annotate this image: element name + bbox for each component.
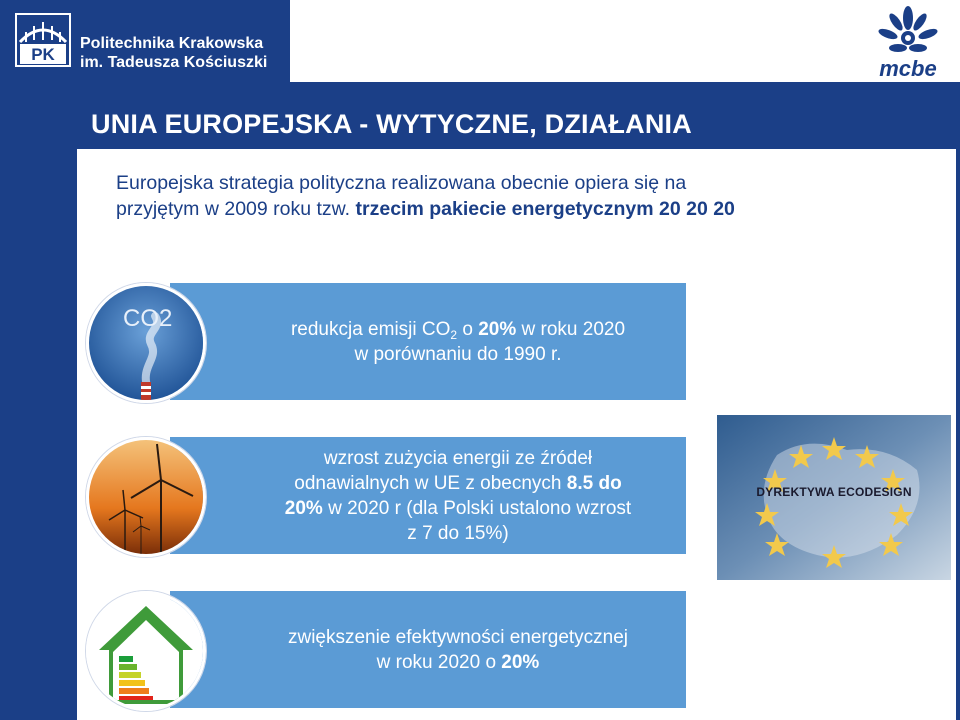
mcbe-logo-text: mcbe — [879, 56, 937, 81]
info-box-efficiency — [170, 591, 686, 708]
university-name-line2: im. Tadeusza Kościuszki — [80, 54, 268, 71]
wind-turbines-icon — [86, 437, 206, 557]
renewables-text-b: w 2020 r (dla Polski ustalono wzrost — [322, 497, 632, 519]
info-box-efficiency-line2 — [240, 650, 676, 675]
co2-text-a: redukcja emisji CO — [290, 318, 451, 340]
co2-text-b: o — [457, 318, 479, 340]
intro-line-2-prefix: przyjętym w 2009 roku tzw. — [116, 198, 356, 220]
info-box-co2-text — [230, 317, 686, 367]
co2-chimney-icon — [86, 283, 206, 403]
info-box-efficiency-line1: zwiększenie efektywności energetycznej — [287, 626, 629, 648]
info-box-co2 — [170, 283, 686, 400]
intro-line-1: Europejska strategia polityczna realizowana obecnie opiera się na — [116, 172, 687, 194]
renewables-text-a: odnawialnych w UE z obecnych — [294, 472, 567, 494]
right-frame-stripe — [956, 82, 960, 720]
energy-label-house-icon — [86, 591, 206, 711]
renewables-bold-b: 20% — [284, 497, 323, 519]
mcbe-logo — [868, 4, 948, 80]
left-frame-stripe — [0, 82, 77, 720]
pk-logo — [0, 0, 290, 82]
university-name-line1: Politechnika Krakowska — [80, 35, 264, 52]
info-box-renewables-line1: wzrost zużycia energii ze źródeł — [323, 447, 593, 469]
info-box-renewables-line3 — [240, 496, 676, 521]
info-box-renewables — [170, 437, 686, 554]
renewables-bold-a: 8.5 do — [566, 472, 622, 494]
co2-percent: 20% — [478, 318, 517, 340]
eu-flag-map-icon — [717, 415, 951, 580]
info-box-co2-line1 — [240, 317, 676, 342]
intro-line-2 — [116, 196, 916, 222]
university-name — [80, 34, 267, 72]
header-bar — [0, 0, 960, 82]
slide-title: UNIA EUROPEJSKA - WYTYCZNE, DZIAŁANIA — [91, 109, 692, 139]
info-box-efficiency-text — [230, 625, 686, 675]
info-box-renewables-line4: z 7 do 15%) — [407, 522, 509, 544]
efficiency-text-a: w roku 2020 o — [376, 651, 502, 673]
eu-image-label: DYREKTYWA ECODESIGN — [756, 485, 912, 499]
co2-subscript: 2 — [450, 327, 458, 342]
intro-line-2-bold: trzecim pakiecie energetycznym 20 20 20 — [355, 198, 735, 220]
info-box-renewables-line2 — [240, 471, 676, 496]
info-box-co2-line2: w porównaniu do 1990 r. — [354, 343, 562, 365]
pk-emblem-text: PK — [31, 45, 55, 64]
mcbe-flower-icon — [868, 4, 948, 58]
co2-text-c: w roku 2020 — [516, 318, 626, 340]
title-band — [77, 82, 956, 149]
efficiency-percent: 20% — [501, 651, 540, 673]
intro-text — [116, 170, 916, 222]
university-emblem-icon — [14, 12, 72, 68]
info-box-renewables-text — [230, 446, 686, 546]
co2-image-text: CO2 — [123, 305, 173, 332]
